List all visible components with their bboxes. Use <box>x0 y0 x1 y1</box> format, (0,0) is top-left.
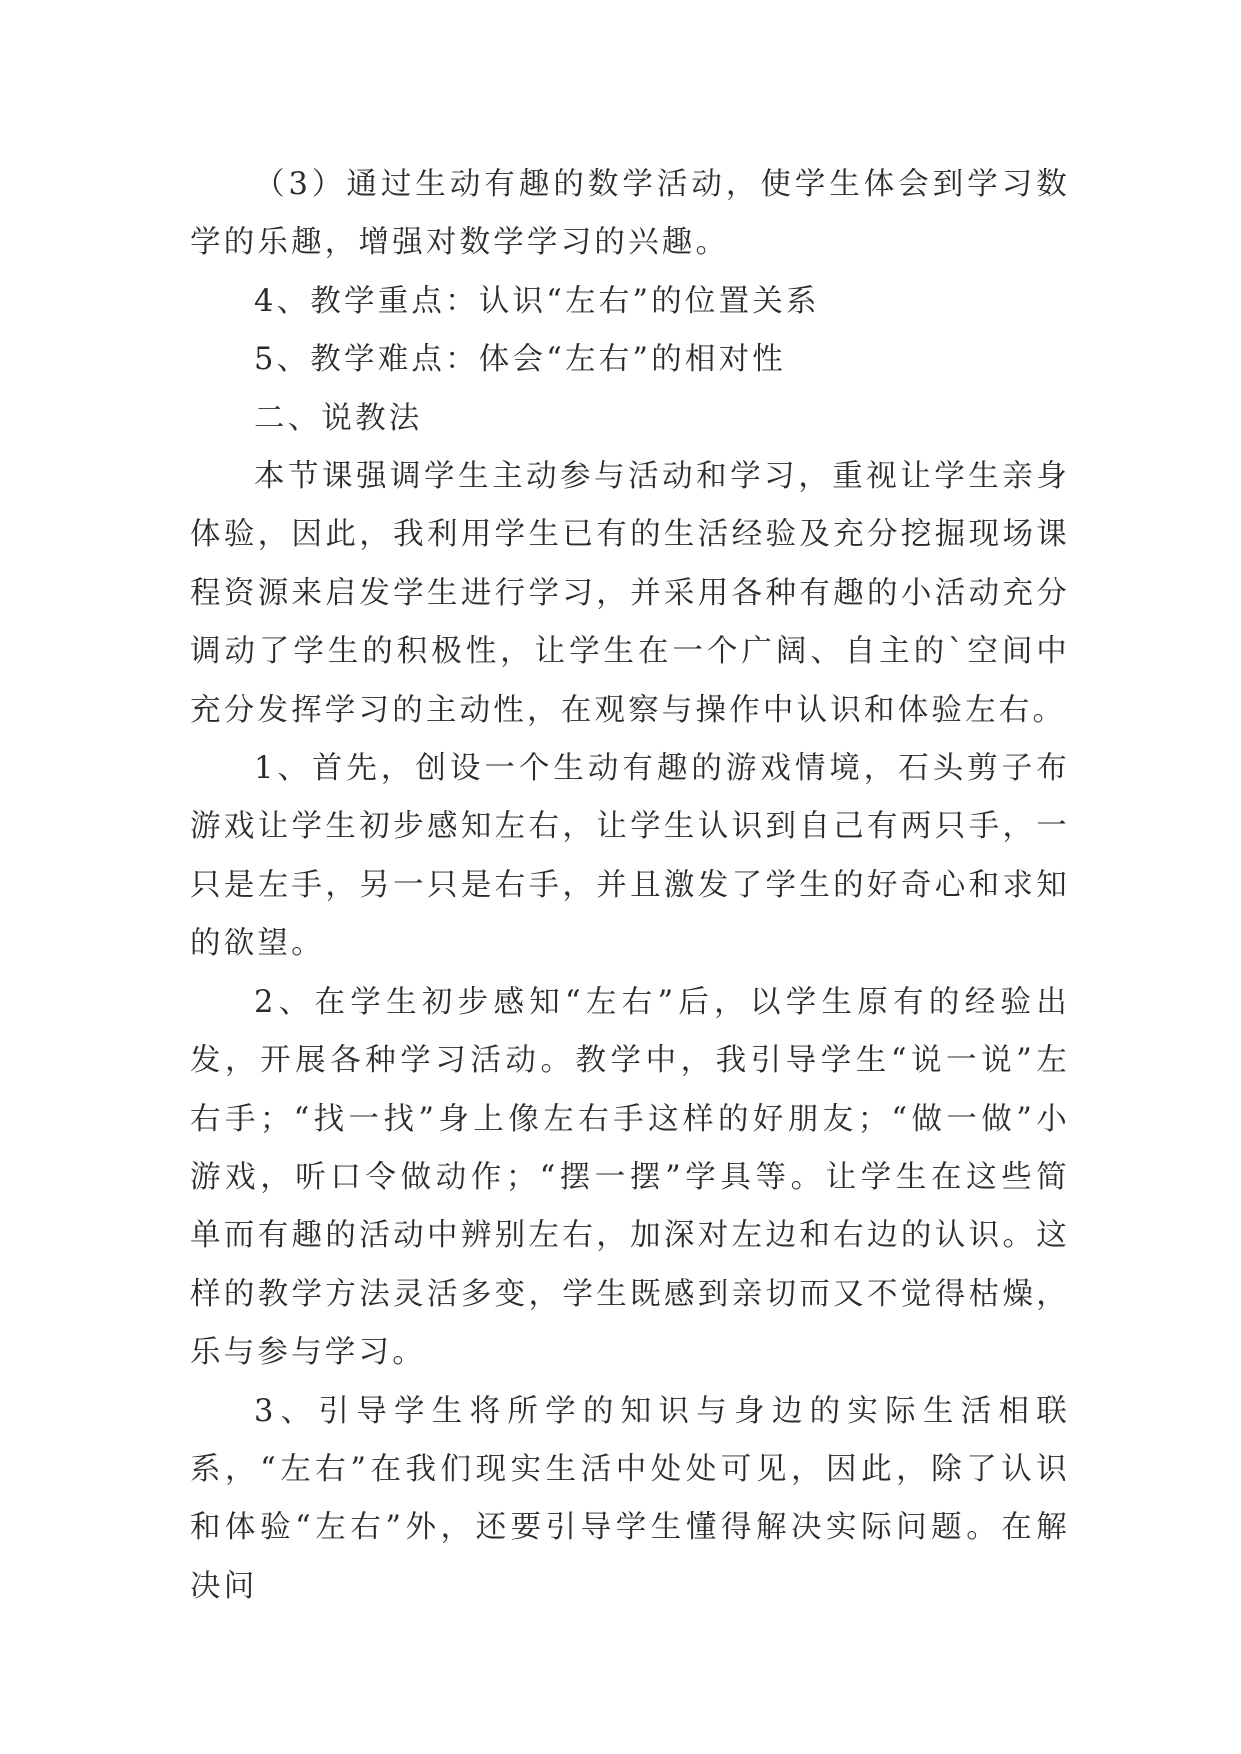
section-heading-teaching-method: 二、说教法 <box>254 400 423 436</box>
paragraph-objective-3: （3）通过生动有趣的数学活动，使学生体会到学习数学的乐趣，增强对数学学习的兴趣。 <box>190 167 1070 261</box>
paragraph-method-intro: 本节课强调学生主动参与活动和学习，重视让学生亲身体验，因此，我利用学生已有的生活经验及充分挖掘现场课程资源来启发学生进行学习，并采用各种有趣的小活动充分调动了学生的积极性，让学生在一个广阔、自主的`空间中充分发挥学习的主动性，在观察与操作中认识和体验左右。 <box>190 459 1070 728</box>
paragraph-teaching-focus: 4、教学重点：认识“左右”的位置关系 <box>254 283 820 319</box>
paragraph-method-1: 1、首先，创设一个生动有趣的游戏情境，石头剪子布游戏让学生初步感知左右，让学生认识到自己有两只手，一只是左手，另一只是右手，并且激发了学生的好奇心和求知的欲望。 <box>190 751 1070 962</box>
document-body <box>190 156 1070 1616</box>
paragraph-method-2: 2、在学生初步感知“左右”后，以学生原有的经验出发，开展各种学习活动。教学中，我引导学生“说一说”左右手；“找一找”身上像左右手这样的好朋友；“做一做”小游戏，听口令做动作；“摆一摆”学具等。让学生在这些简单而有趣的活动中辨别左右，加深对左边和右边的认识。这样的教学方法灵活多变，学生既感到亲切而又不觉得枯燥，乐与参与学习。 <box>190 984 1070 1371</box>
paragraph-teaching-difficulty: 5、教学难点：体会“左右”的相对性 <box>254 342 786 378</box>
paragraph-method-3: 3、引导学生将所学的知识与身边的实际生活相联系，“左右”在我们现实生活中处处可见，因此，除了认识和体验“左右”外，还要引导学生懂得解决实际问题。在解决问 <box>190 1393 1070 1604</box>
